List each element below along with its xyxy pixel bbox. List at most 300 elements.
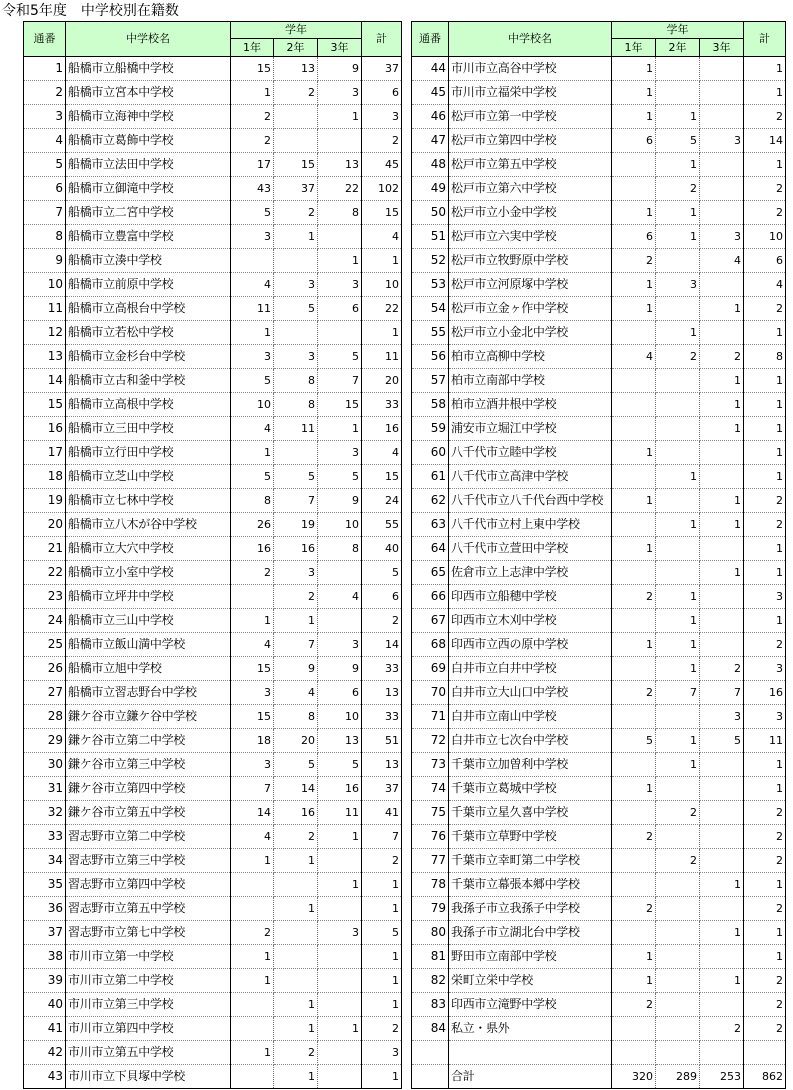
row-number: 68 [412,633,449,657]
grade-2-count [656,777,700,801]
table-row [412,945,786,969]
row-number: 56 [412,345,449,369]
enrollment-table-right [411,21,786,1089]
grade-1-count: 1 [612,273,656,297]
header-grade: 学年 [231,22,362,39]
table-row [24,153,402,177]
table-row [24,441,402,465]
row-number: 28 [24,705,66,729]
table-row [24,585,402,609]
grade-3-count: 1 [700,561,744,585]
grade-3-count: 13 [318,729,362,753]
row-number: 11 [24,297,66,321]
total-count: 10 [744,225,786,249]
grade-3-count: 1 [700,921,744,945]
grade-3-count [700,273,744,297]
table-row [412,489,786,513]
total-count: 41 [362,801,402,825]
school-name: 柏市立酒井根中学校 [449,393,612,417]
table-row [24,945,402,969]
table-row [412,465,786,489]
total-count: 13 [362,753,402,777]
grade-1-count: 5 [231,369,274,393]
row-number: 52 [412,249,449,273]
school-name: 習志野市立第五中学校 [66,897,231,921]
total-count: 2 [744,201,786,225]
grade-1-count: 2 [612,897,656,921]
grade-3-count [318,897,362,921]
table-row [24,1065,402,1089]
school-name: 八千代市立睦中学校 [449,441,612,465]
grade-3-count: 15 [318,393,362,417]
grade-3-count: 4 [700,249,744,273]
table-row [412,513,786,537]
grade-1-count [231,1065,274,1089]
grade-2-count [656,1017,700,1041]
school-name: 白井市立大山口中学校 [449,681,612,705]
total-row [412,1065,786,1089]
grade-3-count: 3 [318,633,362,657]
grade-3-count [318,225,362,249]
grade-2-count: 4 [274,681,318,705]
grade-3-count [318,1065,362,1089]
grade-3-count [700,1041,744,1065]
total-count: 37 [362,777,402,801]
grade-1-count: 3 [231,345,274,369]
table-row [412,657,786,681]
table-row [412,633,786,657]
enrollment-table-left [23,21,402,1089]
grade-3-count [700,81,744,105]
total-count: 1 [362,1065,402,1089]
row-number: 37 [24,921,66,945]
row-number: 76 [412,825,449,849]
header-no: 通番 [24,22,66,57]
grade-2-count: 2 [656,345,700,369]
total-count: 1 [744,753,786,777]
school-name: 千葉市立葛城中学校 [449,777,612,801]
school-name: 船橋市立金杉台中学校 [66,345,231,369]
grade-2-count: 5 [274,297,318,321]
school-name: 松戸市立六実中学校 [449,225,612,249]
school-name: 市川市立下貝塚中学校 [66,1065,231,1089]
school-name: 松戸市立第四中学校 [449,129,612,153]
grade-1-count: 2 [612,681,656,705]
row-number: 31 [24,777,66,801]
row-number: 24 [24,609,66,633]
table-row [412,849,786,873]
total-count: 1 [362,321,402,345]
school-name: 千葉市立幕張本郷中学校 [449,873,612,897]
row-number: 17 [24,441,66,465]
school-name: 習志野市立第四中学校 [66,873,231,897]
grade-2-count [656,81,700,105]
row-number: 70 [412,681,449,705]
grade-2-count [656,537,700,561]
table-row [412,105,786,129]
row-number: 63 [412,513,449,537]
table-row [412,801,786,825]
grade-2-count: 13 [274,57,318,81]
table-row [412,153,786,177]
row-number: 77 [412,849,449,873]
school-name: 千葉市立星久喜中学校 [449,801,612,825]
grade-3-count: 6 [318,297,362,321]
row-number: 1 [24,57,66,81]
grade-3-count: 16 [318,777,362,801]
table-row [412,753,786,777]
total-count: 2 [744,297,786,321]
grade-3-count: 2 [700,345,744,369]
grade-3-count: 22 [318,177,362,201]
grade-2-count: 289 [656,1065,700,1089]
school-name: 市川市立第五中学校 [66,1041,231,1065]
table-row [412,1041,786,1065]
grade-1-count [231,249,274,273]
grade-2-count: 8 [274,393,318,417]
grade-1-count: 1 [612,297,656,321]
grade-3-count: 10 [318,513,362,537]
total-count: 14 [744,129,786,153]
school-name: 船橋市立芝山中学校 [66,465,231,489]
total-count: 1 [744,57,786,81]
table-row [24,633,402,657]
grade-2-count [656,873,700,897]
school-name: 船橋市立高根中学校 [66,393,231,417]
grade-3-count: 1 [700,969,744,993]
school-name: 船橋市立二宮中学校 [66,201,231,225]
table-row [412,1017,786,1041]
table-row [24,1041,402,1065]
total-count: 37 [362,57,402,81]
grade-2-count [274,873,318,897]
grade-1-count [612,393,656,417]
grade-3-count: 3 [318,441,362,465]
grade-1-count: 1 [231,945,274,969]
grade-2-count: 1 [274,225,318,249]
header-school-name: 中学校名 [66,22,231,57]
table-row [24,777,402,801]
school-name: 船橋市立習志野台中学校 [66,681,231,705]
total-count: 5 [362,561,402,585]
row-number: 57 [412,369,449,393]
school-name: 船橋市立旭中学校 [66,657,231,681]
grade-2-count [274,921,318,945]
row-number: 22 [24,561,66,585]
grade-2-count [656,417,700,441]
total-count: 15 [362,201,402,225]
grade-2-count: 37 [274,177,318,201]
grade-3-count: 1 [318,873,362,897]
grade-3-count: 3 [318,81,362,105]
row-number: 40 [24,993,66,1017]
row-number: 2 [24,81,66,105]
row-number [412,1041,449,1065]
grade-1-count: 2 [231,921,274,945]
school-name: 鎌ケ谷市立第五中学校 [66,801,231,825]
header-grade-2: 2年 [274,39,318,57]
grade-2-count: 16 [274,801,318,825]
header-total: 計 [744,22,786,57]
grade-2-count [656,1041,700,1065]
grade-3-count: 13 [318,153,362,177]
table-row [412,297,786,321]
row-number: 35 [24,873,66,897]
grade-2-count [656,945,700,969]
grade-1-count: 1 [612,489,656,513]
row-number: 16 [24,417,66,441]
grade-1-count: 6 [612,225,656,249]
table-row [24,81,402,105]
row-number: 82 [412,969,449,993]
total-count: 1 [744,81,786,105]
page-title: 令和5年度 中学校別在籍数 [2,3,179,19]
grade-3-count: 6 [318,681,362,705]
grade-2-count [656,921,700,945]
grade-2-count: 1 [656,585,700,609]
school-name: 松戸市立牧野原中学校 [449,249,612,273]
grade-1-count [612,177,656,201]
total-count: 6 [362,81,402,105]
grade-2-count: 1 [656,513,700,537]
grade-1-count: 1 [231,441,274,465]
grade-3-count: 10 [318,705,362,729]
table-row [24,393,402,417]
table-row [412,417,786,441]
grade-3-count: 5 [318,345,362,369]
grade-2-count: 16 [274,537,318,561]
row-number: 26 [24,657,66,681]
total-count: 2 [362,129,402,153]
school-name: 松戸市立第六中学校 [449,177,612,201]
grade-3-count: 4 [318,585,362,609]
table-row [412,681,786,705]
grade-1-count: 7 [231,777,274,801]
grade-3-count: 2 [700,657,744,681]
grade-1-count [231,897,274,921]
total-count: 16 [362,417,402,441]
table-row [412,321,786,345]
total-count: 862 [744,1065,786,1089]
row-number: 62 [412,489,449,513]
total-count: 1 [362,993,402,1017]
total-count: 11 [362,345,402,369]
total-count: 1 [744,537,786,561]
row-number: 64 [412,537,449,561]
row-number: 38 [24,945,66,969]
table-row [412,393,786,417]
row-number: 65 [412,561,449,585]
total-count: 1 [744,417,786,441]
total-count: 3 [744,705,786,729]
row-number: 47 [412,129,449,153]
row-number: 59 [412,417,449,441]
grade-3-count: 8 [318,201,362,225]
grade-1-count: 3 [231,681,274,705]
grade-3-count: 253 [700,1065,744,1089]
row-number: 72 [412,729,449,753]
total-count: 2 [744,825,786,849]
total-count: 8 [744,345,786,369]
total-count: 1 [744,153,786,177]
row-number: 5 [24,153,66,177]
grade-1-count [612,369,656,393]
school-name: 市川市立第二中学校 [66,969,231,993]
grade-1-count: 8 [231,489,274,513]
row-number: 67 [412,609,449,633]
table-row [24,969,402,993]
table-row [412,729,786,753]
total-count: 1 [744,945,786,969]
table-row [412,705,786,729]
total-count: 2 [744,1017,786,1041]
grade-3-count: 1 [318,417,362,441]
grade-1-count [612,465,656,489]
grade-1-count [612,657,656,681]
grade-1-count: 2 [231,561,274,585]
total-count: 1 [744,465,786,489]
school-name: 船橋市立三山中学校 [66,609,231,633]
row-number: 39 [24,969,66,993]
grade-3-count: 9 [318,657,362,681]
school-name: 船橋市立高根台中学校 [66,297,231,321]
row-number: 53 [412,273,449,297]
grade-3-count: 3 [700,129,744,153]
grade-3-count [700,201,744,225]
table-row [412,585,786,609]
table-row [412,561,786,585]
row-number: 55 [412,321,449,345]
grade-2-count: 1 [274,897,318,921]
grade-3-count: 1 [700,513,744,537]
table-row [24,921,402,945]
table-row [412,177,786,201]
row-number: 15 [24,393,66,417]
row-number: 43 [24,1065,66,1089]
grade-2-count [656,825,700,849]
total-count: 3 [362,1041,402,1065]
grade-1-count [612,801,656,825]
school-name: 鎌ケ谷市立第四中学校 [66,777,231,801]
grade-3-count: 5 [700,729,744,753]
grade-2-count: 2 [656,177,700,201]
row-number: 49 [412,177,449,201]
grade-3-count: 9 [318,489,362,513]
grade-1-count [612,1017,656,1041]
grade-3-count: 1 [700,369,744,393]
table-row [412,57,786,81]
grade-2-count: 1 [274,849,318,873]
grade-2-count: 1 [274,1065,318,1089]
table-row [412,225,786,249]
row-number: 45 [412,81,449,105]
row-number: 84 [412,1017,449,1041]
school-name: 合計 [449,1065,612,1089]
grade-2-count [656,369,700,393]
row-number: 34 [24,849,66,873]
grade-2-count [274,105,318,129]
grade-3-count [318,129,362,153]
grade-1-count: 1 [612,537,656,561]
table-row [24,345,402,369]
grade-2-count [274,969,318,993]
grade-2-count: 14 [274,777,318,801]
grade-3-count [700,177,744,201]
row-number: 30 [24,753,66,777]
total-count: 1 [362,945,402,969]
total-count: 6 [744,249,786,273]
total-count: 33 [362,705,402,729]
grade-3-count: 3 [700,705,744,729]
grade-1-count [612,417,656,441]
school-name: 習志野市立第七中学校 [66,921,231,945]
grade-2-count: 7 [274,633,318,657]
school-name: 船橋市立行田中学校 [66,441,231,465]
row-number: 80 [412,921,449,945]
total-count: 4 [362,225,402,249]
grade-2-count [656,705,700,729]
grade-3-count: 9 [318,57,362,81]
grade-2-count [656,249,700,273]
school-name: 白井市立南山中学校 [449,705,612,729]
grade-1-count: 1 [231,1041,274,1065]
table-row [412,345,786,369]
grade-3-count [318,849,362,873]
grade-1-count: 320 [612,1065,656,1089]
row-number: 60 [412,441,449,465]
total-count: 3 [744,585,786,609]
grade-1-count: 1 [612,57,656,81]
total-count: 1 [744,609,786,633]
grade-2-count: 5 [274,753,318,777]
grade-2-count [656,393,700,417]
row-number: 58 [412,393,449,417]
grade-1-count: 26 [231,513,274,537]
school-name: 鎌ケ谷市立第二中学校 [66,729,231,753]
row-number: 51 [412,225,449,249]
table-row [24,753,402,777]
school-name: 船橋市立八木が谷中学校 [66,513,231,537]
row-number: 79 [412,897,449,921]
grade-3-count: 1 [700,489,744,513]
row-number: 8 [24,225,66,249]
school-name: 船橋市立古和釜中学校 [66,369,231,393]
grade-1-count [612,513,656,537]
grade-1-count: 5 [231,201,274,225]
grade-2-count [656,969,700,993]
grade-3-count [318,1041,362,1065]
school-name: 印西市立滝野中学校 [449,993,612,1017]
grade-1-count [231,1017,274,1041]
school-name: 松戸市立第五中学校 [449,153,612,177]
grade-2-count: 1 [656,753,700,777]
school-name: 柏市立南部中学校 [449,369,612,393]
table-row [24,201,402,225]
table-row [412,993,786,1017]
table-row [24,873,402,897]
total-count [744,1041,786,1065]
grade-2-count: 2 [274,1041,318,1065]
grade-1-count: 1 [612,201,656,225]
grade-2-count: 11 [274,417,318,441]
row-number: 44 [412,57,449,81]
table-row [24,297,402,321]
total-count: 51 [362,729,402,753]
grade-1-count: 17 [231,153,274,177]
row-number: 12 [24,321,66,345]
school-name: 市川市立第三中学校 [66,993,231,1017]
school-name: 印西市立西の原中学校 [449,633,612,657]
